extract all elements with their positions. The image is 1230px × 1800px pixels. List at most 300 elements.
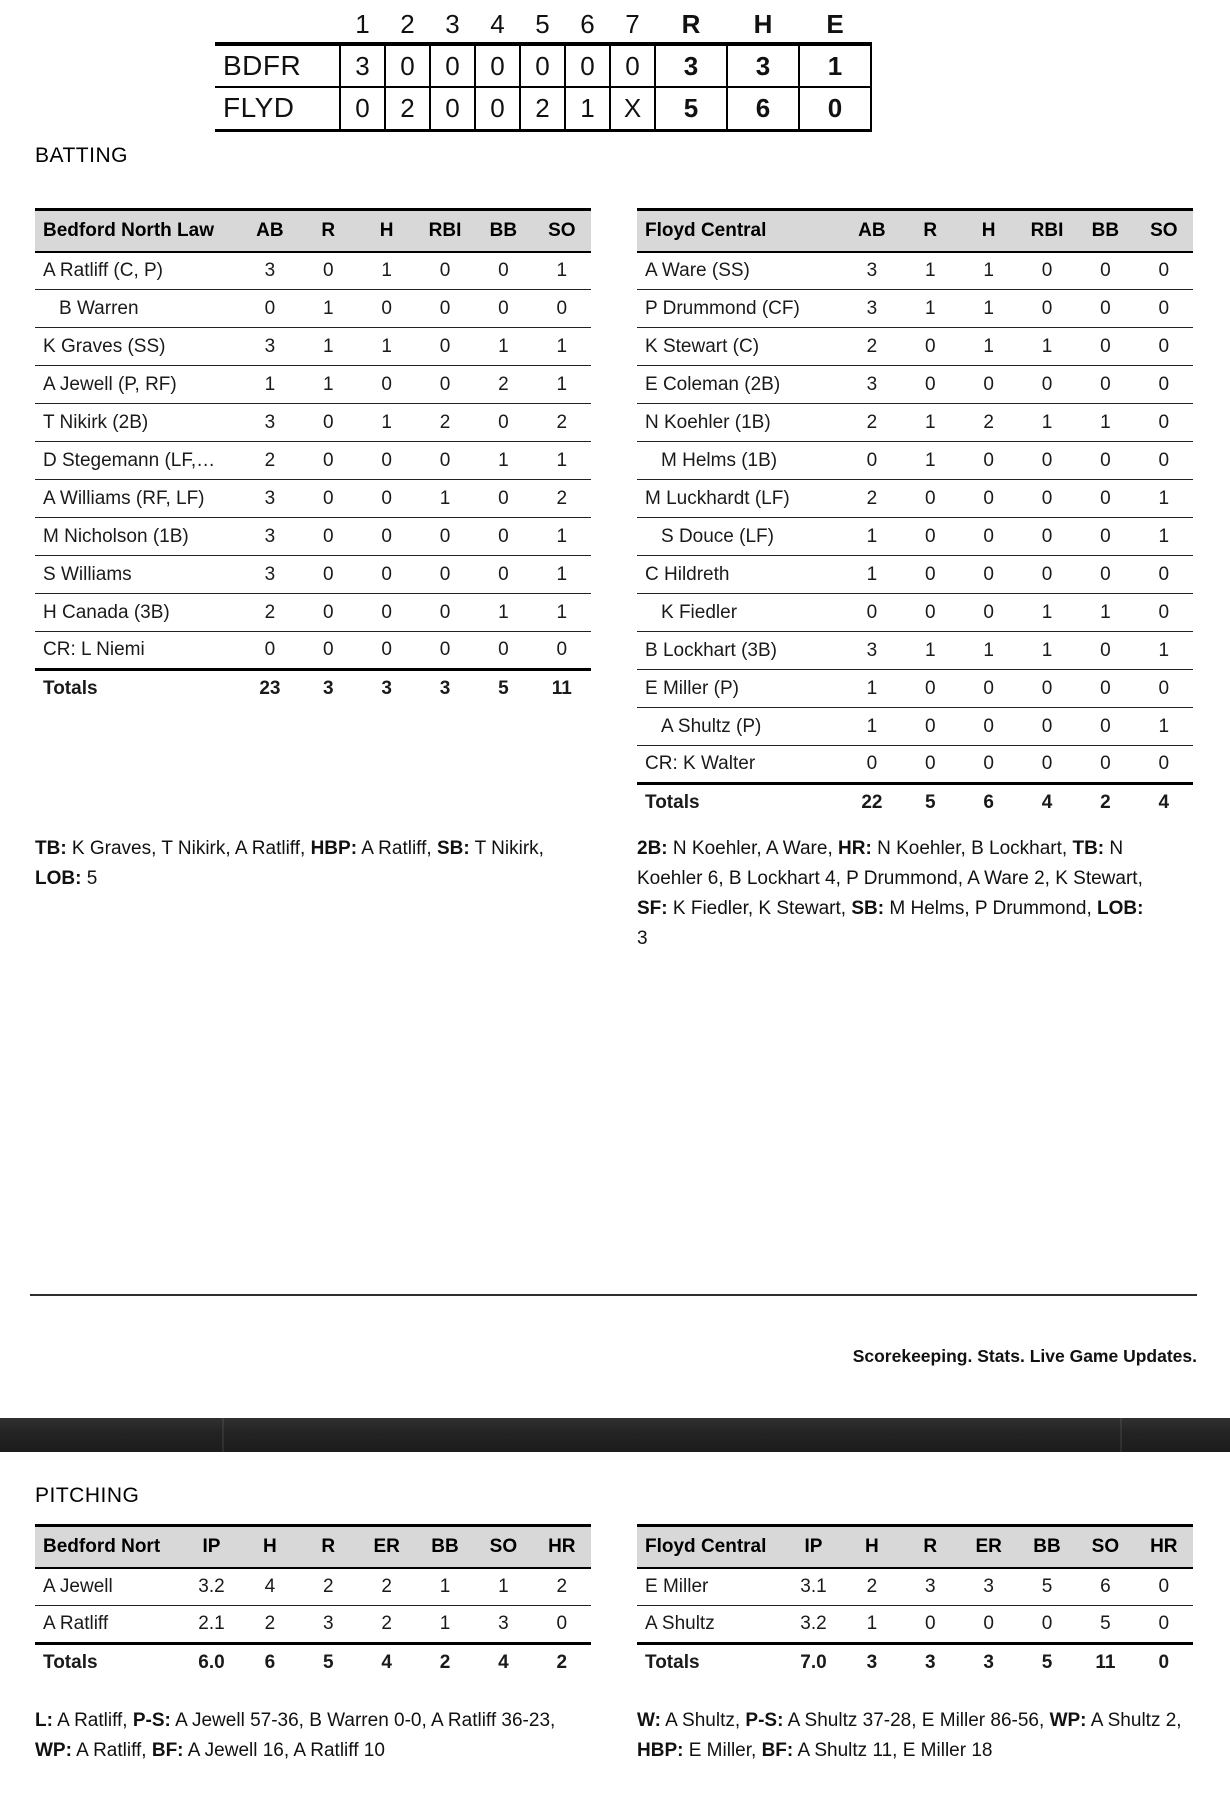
stat-cell: 0	[901, 556, 959, 594]
stat-cell: 0	[901, 366, 959, 404]
player-name: A Jewell (P, RF)	[35, 366, 241, 404]
totals-row	[637, 1644, 1193, 1682]
tagline-text: Scorekeeping. Stats. Live Game Updates.	[852, 1346, 1197, 1366]
stat-cell: 1	[843, 670, 901, 708]
stat-cell: 0	[1135, 1568, 1193, 1606]
stat-cell: 2	[843, 1568, 901, 1606]
stat-cell: 3	[901, 1568, 959, 1606]
stat-cell: 1	[1018, 404, 1076, 442]
inning-header: 3	[445, 8, 460, 39]
stat-cell: 1	[357, 252, 415, 290]
stat-cell: 2	[843, 404, 901, 442]
player-row	[637, 518, 1193, 556]
stat-cell: 1	[474, 328, 532, 366]
stat-cell: 3.2	[182, 1568, 240, 1606]
stat-cell: 0	[901, 1606, 959, 1644]
player-name: T Nikirk (2B)	[35, 404, 241, 442]
player-row	[637, 556, 1193, 594]
stat-cell: 0	[1076, 632, 1134, 670]
player-row	[35, 328, 591, 366]
inning-score-cell: 0	[340, 87, 385, 130]
stat-cell: 1	[1135, 708, 1193, 746]
player-name: A Ratliff	[35, 1606, 182, 1644]
player-row	[35, 290, 591, 328]
stat-cell: 2	[843, 480, 901, 518]
note-label: BF:	[761, 1739, 794, 1761]
player-name: H Canada (3B)	[35, 594, 241, 632]
stat-cell: 0	[299, 594, 357, 632]
batting-section-title: BATTING	[35, 144, 128, 167]
note-label: L:	[35, 1709, 53, 1731]
stat-cell: 1	[1018, 632, 1076, 670]
batting-notes-floyd: 2B: N Koehler, A Ware, HR: N Koehler, B Lockhart, TB: N Koehler 6, B Lockhart 4, P Drummond, A Ware 2, K Stewart, SF: K Fiedler, K Stewart, SB: M Helms, P Drummond, LOB: 3	[637, 837, 1144, 949]
player-name: E Coleman (2B)	[637, 366, 843, 404]
stat-cell: 0	[416, 252, 474, 290]
column-header-er: ER	[959, 1526, 1017, 1568]
stat-cell: 0	[299, 442, 357, 480]
stat-cell: 1	[357, 328, 415, 366]
inning-score-cell: 0	[430, 44, 475, 87]
column-header-bb: BB	[416, 1526, 474, 1568]
column-header-so: SO	[1135, 210, 1193, 252]
stat-cell: 1	[959, 290, 1017, 328]
stat-cell: 0	[241, 632, 299, 670]
stat-cell: 1	[843, 708, 901, 746]
stat-cell: 2.1	[182, 1606, 240, 1644]
stat-cell: 2	[299, 1568, 357, 1606]
column-header-er: ER	[357, 1526, 415, 1568]
player-row	[637, 366, 1193, 404]
player-name: K Graves (SS)	[35, 328, 241, 366]
summary-score-cell: 5	[655, 87, 727, 130]
stat-cell: 4	[241, 1568, 299, 1606]
note-label: P-S:	[745, 1709, 784, 1731]
stat-cell: 1	[901, 290, 959, 328]
totals-cell: 3	[299, 670, 357, 708]
stat-cell: 2	[533, 1568, 591, 1606]
stat-cell: 0	[416, 518, 474, 556]
inning-score-cell: 0	[520, 44, 565, 87]
stat-cell: 2	[843, 328, 901, 366]
stat-cell: 0	[1135, 290, 1193, 328]
pitching-column-away	[35, 1524, 591, 1682]
stat-cell: 1	[533, 556, 591, 594]
player-name: P Drummond (CF)	[637, 290, 843, 328]
player-name: D Stegemann (LF,…	[35, 442, 241, 480]
stat-cell: 0	[1135, 556, 1193, 594]
pitching-column-home	[637, 1524, 1193, 1682]
stat-cell: 0	[474, 252, 532, 290]
stat-cell: 0	[299, 518, 357, 556]
stat-cell: 0	[1018, 366, 1076, 404]
inning-score-cell: 0	[475, 87, 520, 130]
totals-cell: 23	[241, 670, 299, 708]
player-row	[35, 518, 591, 556]
stat-header-row	[35, 210, 591, 252]
stat-cell: 0	[843, 746, 901, 784]
column-header-rbi: RBI	[1018, 210, 1076, 252]
player-row	[637, 328, 1193, 366]
stat-cell: 1	[299, 366, 357, 404]
column-header-so: SO	[533, 210, 591, 252]
stat-cell: 0	[416, 556, 474, 594]
stat-cell: 3	[241, 480, 299, 518]
stat-cell: 0	[1018, 1606, 1076, 1644]
totals-cell: 5	[474, 670, 532, 708]
totals-cell: 3	[416, 670, 474, 708]
stat-cell: 3	[241, 518, 299, 556]
note-label: W:	[637, 1709, 661, 1731]
stat-cell: 0	[959, 708, 1017, 746]
column-header-r: R	[299, 1526, 357, 1568]
line-score-corner	[215, 6, 340, 44]
stat-cell: 0	[357, 556, 415, 594]
stat-cell: 1	[357, 404, 415, 442]
line-score-team-row	[215, 87, 871, 130]
stat-cell: 3	[241, 404, 299, 442]
stat-cell: 0	[357, 480, 415, 518]
stat-cell: 1	[474, 442, 532, 480]
player-name: A Ware (SS)	[637, 252, 843, 290]
pitching-tables-row	[35, 1524, 1195, 1766]
stat-cell: 1	[1018, 328, 1076, 366]
stat-cell: 0	[474, 480, 532, 518]
stat-cell: 0	[1076, 252, 1134, 290]
stat-cell: 1	[416, 480, 474, 518]
player-name: A Shultz	[637, 1606, 784, 1644]
stat-cell: 1	[533, 366, 591, 404]
inning-score-cell: 0	[565, 44, 610, 87]
batting-column-away	[35, 208, 591, 708]
stat-cell: 0	[1076, 708, 1134, 746]
stat-header-row	[35, 1526, 591, 1568]
player-row	[35, 594, 591, 632]
stat-header-row	[637, 1526, 1193, 1568]
stat-cell: 0	[1135, 442, 1193, 480]
stat-cell: 0	[1076, 290, 1134, 328]
player-name: CR: L Niemi	[35, 632, 241, 670]
totals-row	[637, 784, 1193, 822]
player-row	[35, 556, 591, 594]
team-abbreviation: BDFR	[215, 44, 340, 87]
stat-cell: 0	[533, 1606, 591, 1644]
stat-cell: 0	[1018, 708, 1076, 746]
note-label: WP:	[35, 1739, 72, 1761]
stat-cell: 0	[357, 442, 415, 480]
stat-cell: 0	[901, 594, 959, 632]
pitching-notes-bedford: L: A Ratliff, P-S: A Jewell 57-36, B Warren 0-0, A Ratliff 36-23, WP: A Ratliff, BF: A Jewell 16, A Ratliff 10	[35, 1709, 556, 1761]
stat-cell: 5	[1076, 1606, 1134, 1644]
stat-cell: 1	[299, 328, 357, 366]
stat-cell: 0	[1018, 556, 1076, 594]
player-row	[637, 670, 1193, 708]
stat-cell: 0	[959, 594, 1017, 632]
line-score-header-row	[215, 6, 871, 44]
player-name: B Lockhart (3B)	[637, 632, 843, 670]
inning-score-cell: 3	[340, 44, 385, 87]
note-label: HBP:	[310, 837, 358, 859]
stat-cell: 1	[1135, 632, 1193, 670]
totals-cell: 6	[959, 784, 1017, 822]
stat-cell: 0	[1076, 518, 1134, 556]
stat-cell: 2	[241, 442, 299, 480]
stat-cell: 2	[533, 404, 591, 442]
summary-score-cell: 3	[655, 44, 727, 87]
player-name: K Stewart (C)	[637, 328, 843, 366]
stat-cell: 0	[1018, 480, 1076, 518]
player-name: E Miller (P)	[637, 670, 843, 708]
batting-notes-bedford: TB: K Graves, T Nikirk, A Ratliff, HBP: A Ratliff, SB: T Nikirk, LOB: 5	[35, 837, 544, 889]
stat-cell: 2	[474, 366, 532, 404]
totals-cell: 3	[357, 670, 415, 708]
player-row	[637, 708, 1193, 746]
player-row	[637, 480, 1193, 518]
column-header-h: H	[843, 1526, 901, 1568]
stat-cell: 1	[1135, 518, 1193, 556]
inning-header: 2	[400, 8, 415, 39]
stat-cell: 0	[299, 252, 357, 290]
stat-cell: 1	[474, 1568, 532, 1606]
totals-cell: 5	[1018, 1644, 1076, 1682]
column-header-rbi: RBI	[416, 210, 474, 252]
stat-cell: 0	[1076, 366, 1134, 404]
column-header-h: H	[357, 210, 415, 252]
player-name: S Douce (LF)	[637, 518, 843, 556]
player-row	[35, 442, 591, 480]
stat-cell: 2	[241, 594, 299, 632]
line-score-team-row	[215, 44, 871, 87]
totals-label: Totals	[637, 1644, 784, 1682]
stat-cell: 0	[299, 632, 357, 670]
player-name: CR: K Walter	[637, 746, 843, 784]
stat-cell: 1	[843, 1606, 901, 1644]
stat-cell: 2	[357, 1568, 415, 1606]
stat-cell: 1	[901, 404, 959, 442]
stat-cell: 3	[843, 290, 901, 328]
totals-cell: 2	[533, 1644, 591, 1682]
stat-cell: 1	[416, 1568, 474, 1606]
summary-score-cell: 6	[727, 87, 799, 130]
stat-cell: 0	[1076, 556, 1134, 594]
stat-cell: 0	[1135, 404, 1193, 442]
stat-cell: 0	[1135, 328, 1193, 366]
stat-cell: 1	[959, 632, 1017, 670]
note-label: HR:	[838, 837, 872, 859]
stat-cell: 0	[474, 290, 532, 328]
stat-cell: 0	[901, 328, 959, 366]
line-score	[215, 6, 872, 132]
stat-cell: 1	[241, 366, 299, 404]
player-name: N Koehler (1B)	[637, 404, 843, 442]
stat-cell: 0	[1076, 328, 1134, 366]
totals-cell: 2	[416, 1644, 474, 1682]
inning-score-cell: 2	[385, 87, 430, 130]
stat-cell: 0	[901, 746, 959, 784]
stat-cell: 1	[959, 328, 1017, 366]
player-row	[637, 594, 1193, 632]
summary-header: H	[753, 8, 773, 39]
stat-cell: 1	[901, 442, 959, 480]
line-score-table	[215, 6, 872, 132]
player-row	[637, 404, 1193, 442]
stat-cell: 0	[843, 442, 901, 480]
stat-cell: 2	[416, 404, 474, 442]
totals-cell: 3	[901, 1644, 959, 1682]
stat-cell: 0	[241, 290, 299, 328]
pitching-section-title: PITCHING	[35, 1484, 140, 1507]
player-row	[35, 252, 591, 290]
inning-score-cell: 2	[520, 87, 565, 130]
stat-cell: 0	[843, 594, 901, 632]
table-team-label: Bedford North Law	[35, 210, 241, 252]
stat-cell: 0	[1018, 290, 1076, 328]
stat-cell: 3	[241, 252, 299, 290]
stat-cell: 3	[843, 632, 901, 670]
stat-cell: 2	[959, 404, 1017, 442]
note-label: LOB:	[35, 867, 82, 889]
summary-score-cell: 3	[727, 44, 799, 87]
stat-cell: 0	[416, 594, 474, 632]
summary-header: E	[826, 8, 844, 39]
player-row	[35, 366, 591, 404]
stat-cell: 0	[357, 290, 415, 328]
stat-cell: 3	[241, 328, 299, 366]
inning-score-cell: 0	[475, 44, 520, 87]
pitching-section	[35, 1484, 1195, 1766]
stat-cell: 3	[959, 1568, 1017, 1606]
summary-score-cell: 1	[799, 44, 871, 87]
player-row	[637, 746, 1193, 784]
table-team-label: Floyd Central	[637, 1526, 784, 1568]
player-name: M Luckhardt (LF)	[637, 480, 843, 518]
stat-cell: 0	[533, 632, 591, 670]
stat-cell: 0	[1018, 670, 1076, 708]
stat-cell: 1	[1018, 594, 1076, 632]
table-team-label: Floyd Central	[637, 210, 843, 252]
column-header-hr: HR	[533, 1526, 591, 1568]
note-label: 2B:	[637, 837, 668, 859]
note-label: BF:	[151, 1739, 184, 1761]
totals-cell: 3	[959, 1644, 1017, 1682]
note-label: WP:	[1049, 1709, 1087, 1731]
stat-cell: 1	[299, 290, 357, 328]
stat-cell: 0	[959, 480, 1017, 518]
stat-cell: 0	[474, 556, 532, 594]
stat-cell: 0	[1135, 594, 1193, 632]
note-label: SB:	[436, 837, 470, 859]
totals-label: Totals	[35, 670, 241, 708]
pitching-notes-floyd: W: A Shultz, P-S: A Shultz 37-28, E Miller 86-56, WP: A Shultz 2, HBP: E Miller, BF: A Shultz 11, E Miller 18	[637, 1709, 1182, 1761]
player-row	[35, 480, 591, 518]
stat-cell: 0	[1018, 518, 1076, 556]
banner-seam	[222, 1418, 224, 1452]
stat-cell: 6	[1076, 1568, 1134, 1606]
column-header-ab: AB	[843, 210, 901, 252]
totals-cell: 2	[1076, 784, 1134, 822]
stat-cell: 0	[416, 632, 474, 670]
note-label: LOB:	[1097, 897, 1144, 919]
stat-cell: 0	[1135, 1606, 1193, 1644]
player-name: A Shultz (P)	[637, 708, 843, 746]
player-name: B Warren	[35, 290, 241, 328]
stat-cell: 0	[1018, 252, 1076, 290]
inning-header: 1	[355, 8, 370, 39]
player-name: A Williams (RF, LF)	[35, 480, 241, 518]
stat-cell: 0	[1018, 442, 1076, 480]
stat-cell: 0	[959, 442, 1017, 480]
stat-cell: 1	[474, 594, 532, 632]
stat-cell: 0	[299, 480, 357, 518]
totals-label: Totals	[637, 784, 843, 822]
pitching-table-bedford	[35, 1524, 591, 1682]
player-name: C Hildreth	[637, 556, 843, 594]
batting-table-floyd	[637, 208, 1193, 822]
stat-cell: 3	[843, 252, 901, 290]
stat-cell: 0	[1018, 746, 1076, 784]
column-header-h: H	[959, 210, 1017, 252]
totals-cell: 3	[843, 1644, 901, 1682]
note-label: HBP:	[637, 1739, 684, 1761]
inning-score-cell: 0	[430, 87, 475, 130]
player-name: M Helms (1B)	[637, 442, 843, 480]
column-header-bb: BB	[1018, 1526, 1076, 1568]
stat-cell: 3	[241, 556, 299, 594]
totals-row	[35, 670, 591, 708]
stat-cell: 0	[959, 746, 1017, 784]
pitching-table-floyd	[637, 1524, 1193, 1682]
stat-cell: 1	[843, 556, 901, 594]
totals-cell: 6.0	[182, 1644, 240, 1682]
stat-cell: 3.1	[784, 1568, 842, 1606]
stat-cell: 1	[533, 252, 591, 290]
stat-cell: 0	[901, 708, 959, 746]
stat-cell: 0	[357, 594, 415, 632]
banner-seam	[1120, 1418, 1122, 1452]
stat-cell: 2	[533, 480, 591, 518]
stat-cell: 1	[843, 518, 901, 556]
totals-cell: 4	[474, 1644, 532, 1682]
stat-cell: 0	[416, 442, 474, 480]
column-header-so: SO	[474, 1526, 532, 1568]
stat-cell: 1	[416, 1606, 474, 1644]
stat-cell: 1	[959, 252, 1017, 290]
stat-cell: 0	[959, 670, 1017, 708]
stat-cell: 1	[1076, 404, 1134, 442]
column-header-ab: AB	[241, 210, 299, 252]
totals-cell: 0	[1135, 1644, 1193, 1682]
stat-cell: 0	[357, 632, 415, 670]
player-row	[637, 1568, 1193, 1606]
team-abbreviation: FLYD	[215, 87, 340, 130]
summary-score-cell: 0	[799, 87, 871, 130]
note-label: TB:	[1072, 837, 1105, 859]
note-label: SB:	[851, 897, 885, 919]
stat-cell: 0	[357, 366, 415, 404]
player-row	[35, 404, 591, 442]
stat-cell: 1	[1135, 480, 1193, 518]
stat-cell: 0	[1076, 480, 1134, 518]
player-row	[637, 632, 1193, 670]
note-label: TB:	[35, 837, 67, 859]
stat-cell: 0	[533, 290, 591, 328]
stat-cell: 1	[533, 442, 591, 480]
note-label: P-S:	[132, 1709, 171, 1731]
column-header-so: SO	[1076, 1526, 1134, 1568]
stat-cell: 0	[416, 366, 474, 404]
player-name: A Jewell	[35, 1568, 182, 1606]
inning-score-cell: 1	[565, 87, 610, 130]
stat-cell: 0	[1076, 670, 1134, 708]
